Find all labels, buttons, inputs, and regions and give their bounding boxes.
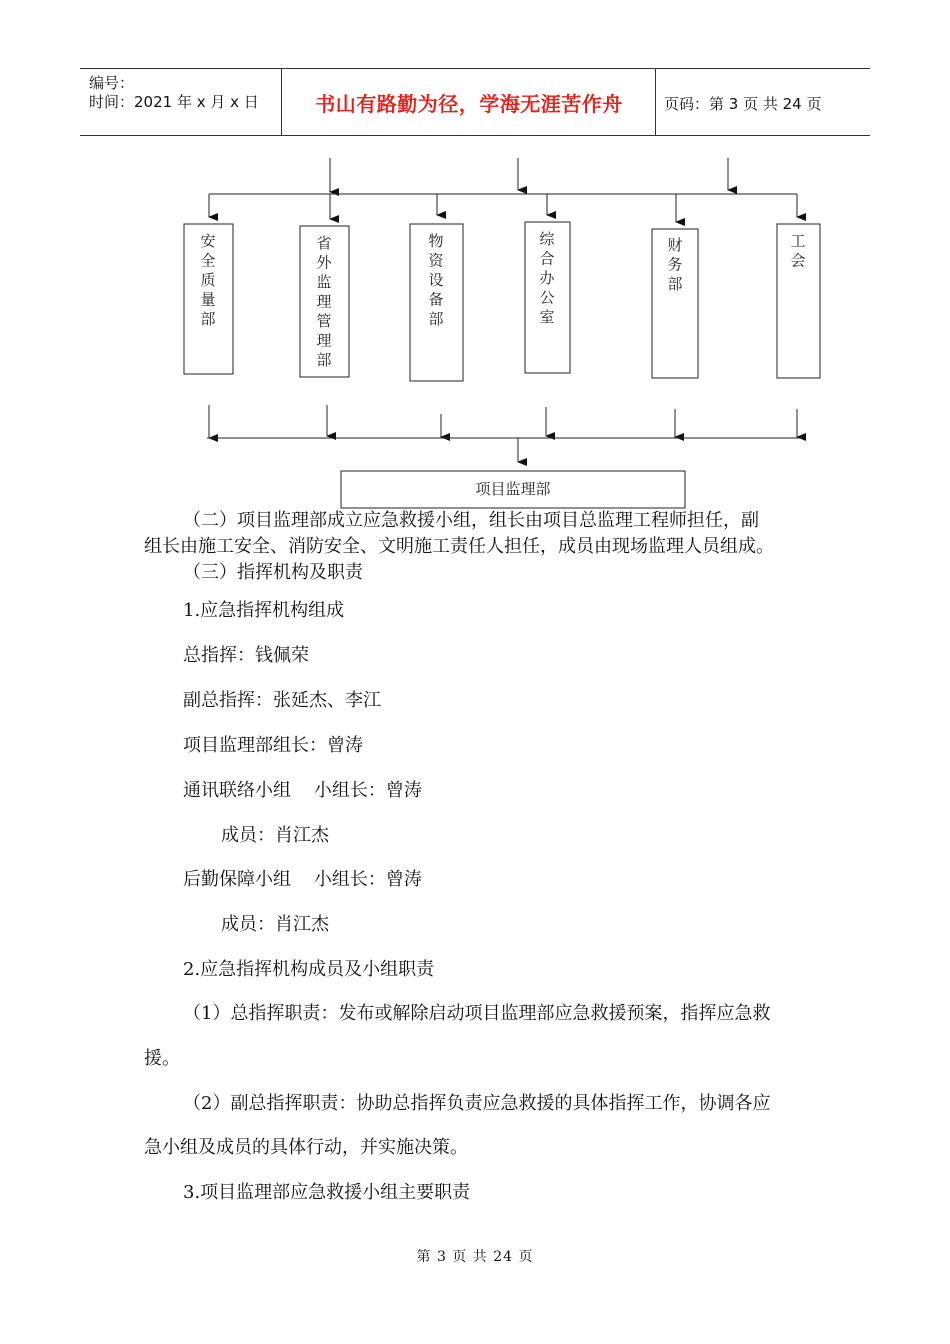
paragraph-emergency-team-line1: （二）项目监理部成立应急救援小组，组长由项目总监理工程师担任，副 [183,510,759,531]
deputy-duties-line1: （2）副总指挥职责：协助总指挥负责应急救援的具体指挥工作，协调各应 [183,1093,771,1114]
section-heading-command: （三）指挥机构及职责 [183,562,363,583]
chief-duties-line2: 援。 [144,1048,180,1069]
subheading-team-duties: 3.项目监理部应急救援小组主要职责 [183,1182,471,1203]
header-divider-right [655,68,656,136]
logistics-group: 后勤保障小组 小组长：曾涛 [183,869,422,890]
dept-label-1: 安全质量部 [200,232,216,328]
subheading-duties: 2.应急指挥机构成员及小组职责 [183,959,435,980]
dept-label-4: 综合办公室 [539,230,555,326]
header-divider-left [281,68,282,136]
org-chart [0,150,950,510]
dept-label-2: 省外监理管理部 [316,234,332,369]
project-team-leader: 项目监理部组长：曾涛 [183,735,363,756]
document-number-label: 编号： [89,74,135,92]
header-motto: 书山有路勤为径，学海无涯苦作舟 [315,92,623,116]
logistics-group-members: 成员：肖江杰 [221,914,329,935]
communication-group: 通讯联络小组 小组长：曾涛 [183,780,422,801]
subheading-command-composition: 1.应急指挥机构组成 [183,600,345,621]
dept-label-3: 物资设备部 [428,232,444,328]
header-top-rule [80,68,870,69]
header-bottom-rule [80,135,870,136]
chief-commander: 总指挥：钱佩荣 [183,645,309,666]
document-time-label: 时间：2021 年 x 月 x 日 [89,93,259,111]
communication-group-members: 成员：肖江杰 [221,825,329,846]
chief-duties-line1: （1）总指挥职责：发布或解除启动项目监理部应急救援预案，指挥应急救 [183,1003,771,1024]
deputy-duties-line2: 急小组及成员的具体行动，并实施决策。 [144,1137,468,1158]
dept-label-6: 工会 [790,232,806,270]
deputy-commander: 副总指挥：张延杰、李江 [183,690,381,711]
paragraph-emergency-team-line2: 组长由施工安全、消防安全、文明施工责任人担任，成员由现场监理人员组成。 [144,536,774,557]
header-page-info: 页码：第 3 页 共 24 页 [664,95,822,113]
project-dept-label: 项目监理部 [475,480,551,498]
page-footer: 第 3 页 共 24 页 [416,1249,534,1265]
dept-label-5: 财务部 [667,236,683,293]
